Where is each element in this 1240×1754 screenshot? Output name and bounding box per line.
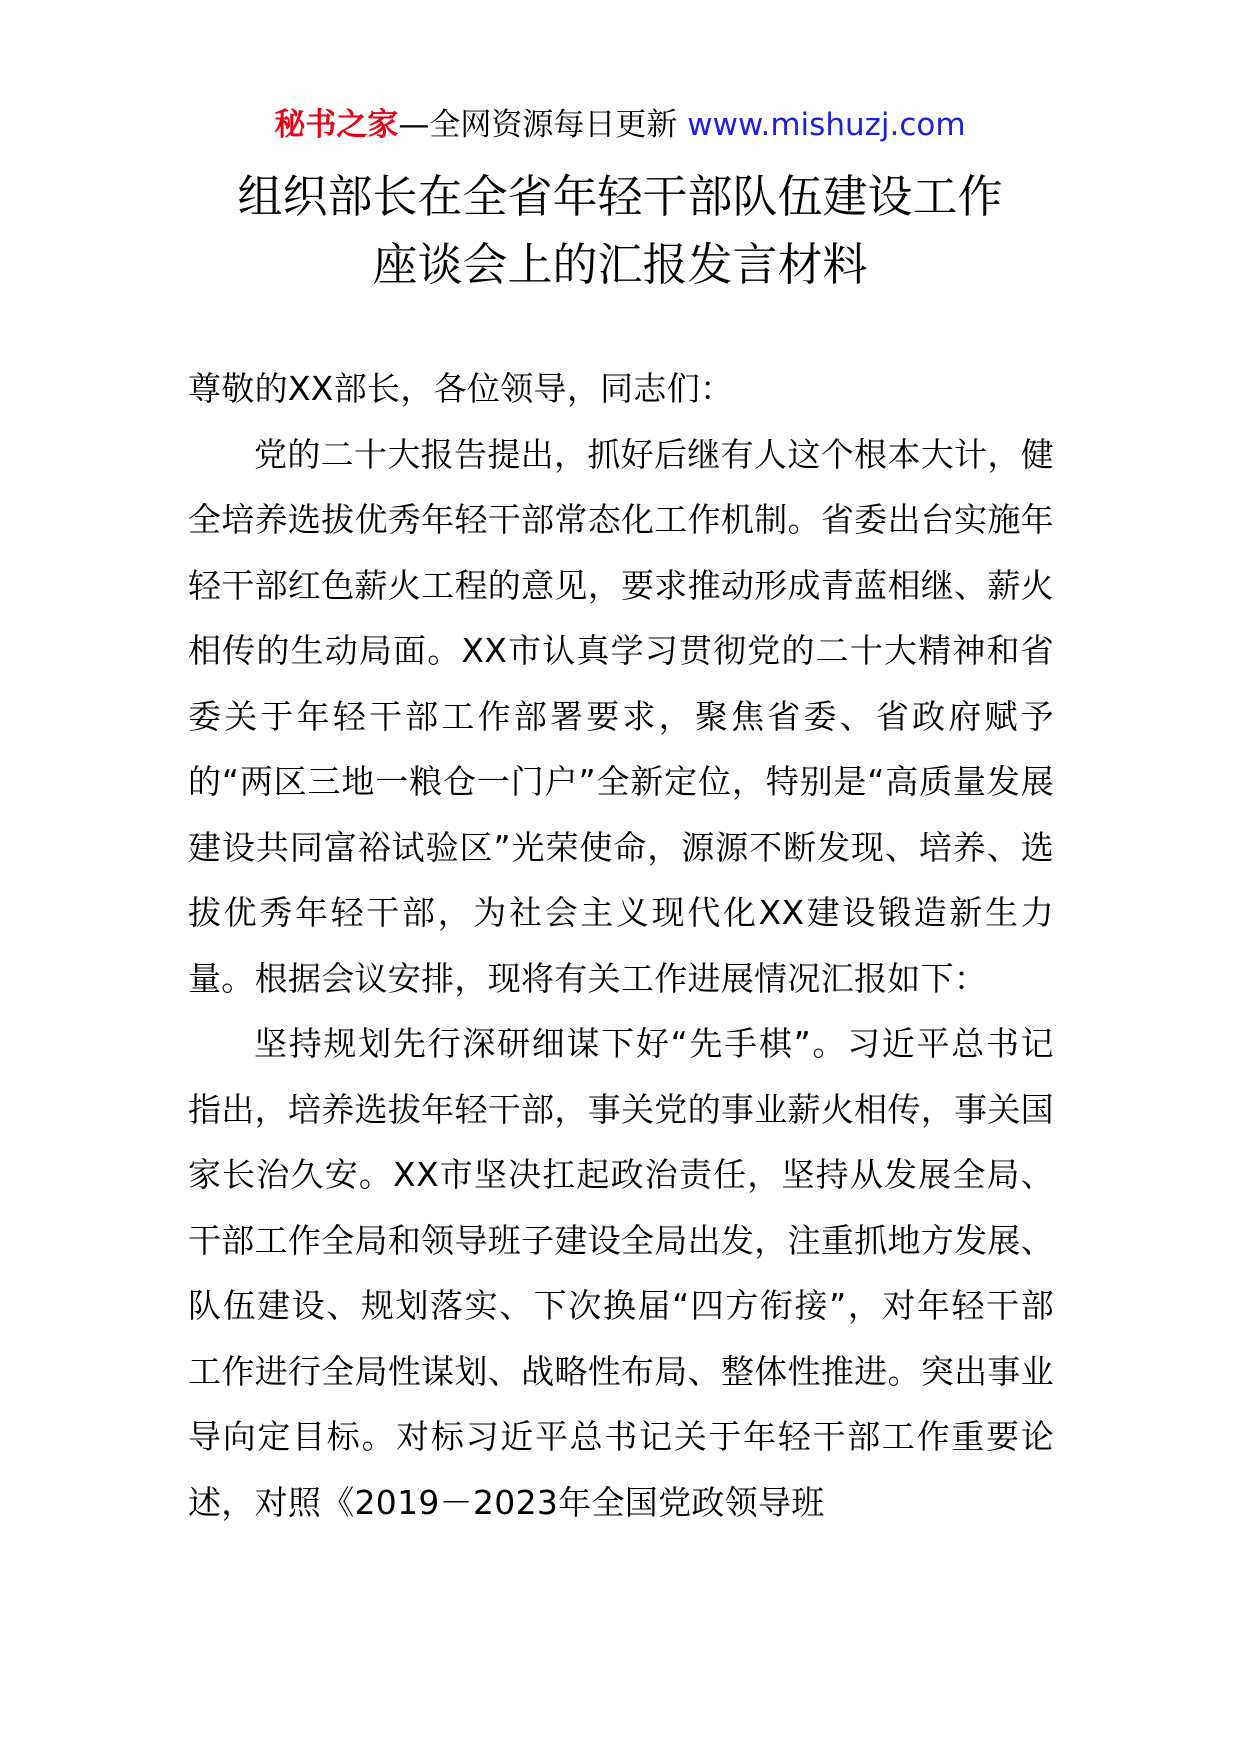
paragraph: 党的二十大报告提出，抓好后继有人这个根本大计，健全培养选拔优秀年轻干部常态化工作机制。省委出台实施年轻干部红色薪火工程的意见，要求推动形成青蓝相继、薪火相传的生动局面。XX市认真学习贯彻党的二十大精神和省委关于年轻干部工作部署要求，聚焦省委、省政府赋予的“两区三地一粮仓一门户”全新定位，特别是“高质量发展建设共同富裕试验区”光荣使命，源源不断发现、培养、选拔优秀年轻干部，为社会主义现代化XX建设锻造新生力量。根据会议安排，现将有关工作进展情况汇报如下： xyxy=(188,434,1054,998)
paragraph: 坚持规划先行深研细谋下好“先手棋”。习近平总书记指出，培养选拔年轻干部，事关党的事业薪火相传，事关国家长治久安。XX市坚决扛起政治责任，坚持从发展全局、干部工作全局和领导班子建设全局出发，注重抓地方发展、队伍建设、规划落实、下次换届“四方衔接”，对年轻干部工作进行全局性谋划、战略性布局、整体性推进。突出事业导向定目标。对标习近平总书记关于年轻干部工作重要论述，对照《2019－2023年全国党政领导班 xyxy=(188,1024,1054,1522)
site-header xyxy=(0,103,1240,147)
salutation: 尊敬的XX部长，各位领导，同志们： xyxy=(188,369,734,408)
title-line-2: 座谈会上的汇报发言材料 xyxy=(372,238,868,291)
header-tagline: —全网资源每日更新 xyxy=(398,107,678,143)
brand-name: 秘书之家 xyxy=(274,107,399,143)
document-title xyxy=(0,163,1240,299)
site-url-link[interactable]: www.mishuzj.com xyxy=(687,107,966,143)
document-body xyxy=(188,356,1054,1535)
title-line-1: 组织部长在全省年轻干部队伍建设工作 xyxy=(237,170,1003,223)
